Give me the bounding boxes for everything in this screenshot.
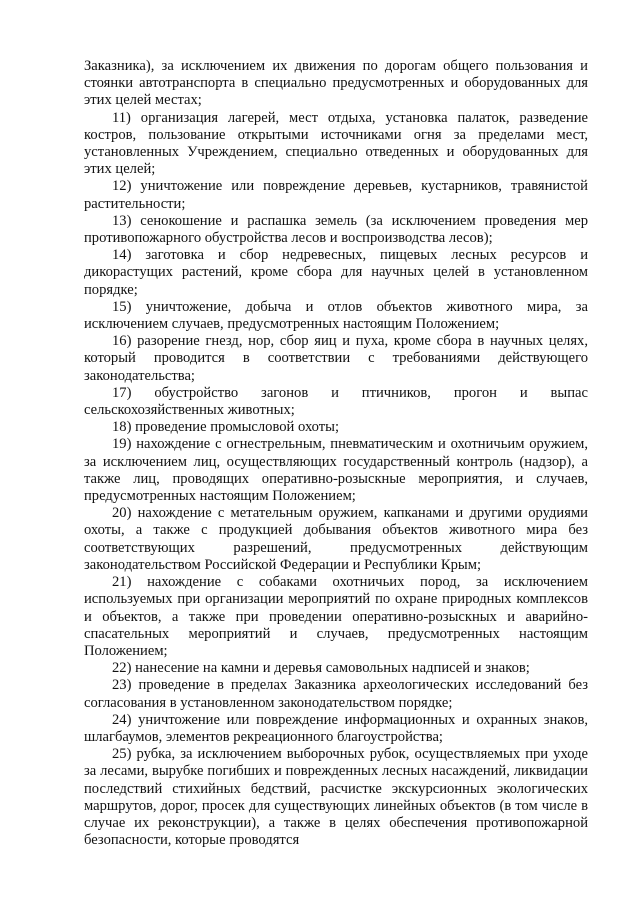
paragraph-item-16: 16) разорение гнезд, нор, сбор яиц и пуха, кроме сбора в научных целях, который проводится в соответствии с требованиями действующего законодательства;: [84, 333, 588, 384]
paragraph-item-14: 14) заготовка и сбор недревесных, пищевых лесных ресурсов и дикорастущих растений, кроме сбора для научных целей в установленном порядке;: [84, 247, 588, 298]
paragraph-item-24: 24) уничтожение или повреждение информационных и охранных знаков, шлагбаумов, элементов рекреационного благоустройства;: [84, 711, 588, 745]
paragraph-item-11: 11) организация лагерей, мест отдыха, установка палаток, разведение костров, пользование открытыми источниками огня за пределами мест, установленных Учреждением, специально отведенных и оборудованных для этих целей;: [84, 109, 588, 178]
paragraph-item-22: 22) нанесение на камни и деревья самовольных надписей и знаков;: [112, 660, 530, 677]
paragraph-item-19: 19) нахождение с огнестрельным, пневматическим и охотничьим оружием, за исключением лиц, осуществляющих государственный контроль (надзор), а также лиц, проводящих оперативно-розыскные мероприятия, и случаев, предусмотренных настоящим Положением;: [84, 436, 588, 505]
paragraph-item-20: 20) нахождение с метательным оружием, капканами и другими орудиями охоты, а также с продукцией добывания объектов животного мира без соответствующих разрешений, предусмотренных действующим законодательством Российской Федерации и Республики Крым;: [84, 505, 588, 573]
paragraph-item-13: 13) сенокошение и распашка земель (за исключением проведения мер противопожарного обустройства лесов и воспроизводства лесов);: [84, 212, 588, 247]
paragraph-item-25: 25) рубка, за исключением выборочных рубок, осуществляемых при уходе за лесами, вырубке погибших и поврежденных лесных насаждений, ликвидации последствий стихийных бедствий, расчистке экскурсионных экологических маршрутов, дорог, просек для существующих линейных объектов (в том числе в случае их реконструкции), а также в целях обеспечения противопожарной безопасности, которые проводятся: [84, 746, 588, 849]
paragraph-item-23: 23) проведение в пределах Заказника археологических исследований без согласования в установленном законодательством порядке;: [84, 677, 588, 711]
paragraph-item-21: 21) нахождение с собаками охотничьих пород, за исключением используемых при организации мероприятий по охране природных комплексов и объектов, а также при проведении оперативно-розыскных и аварийно-спасательных мероприятий и случаев, предусмотренных настоящим Положением;: [84, 574, 588, 659]
paragraph-item-15: 15) уничтожение, добыча и отлов объектов животного мира, за исключением случаев, предусмотренных настоящим Положением;: [84, 298, 588, 333]
paragraph-continuation: Заказника), за исключением их движения по дорогам общего пользования и стоянки автотранспорта в специально предусмотренных и оборудованных для этих целей местах;: [84, 58, 588, 109]
document-page: [84, 58, 588, 849]
paragraph-item-17: 17) обустройство загонов и птичников, прогон и выпас сельскохозяйственных животных;: [84, 384, 588, 419]
paragraph-item-12: 12) уничтожение или повреждение деревьев, кустарников, травянистой растительности;: [84, 178, 588, 212]
paragraph-item-18: 18) проведение промысловой охоты;: [112, 419, 340, 436]
